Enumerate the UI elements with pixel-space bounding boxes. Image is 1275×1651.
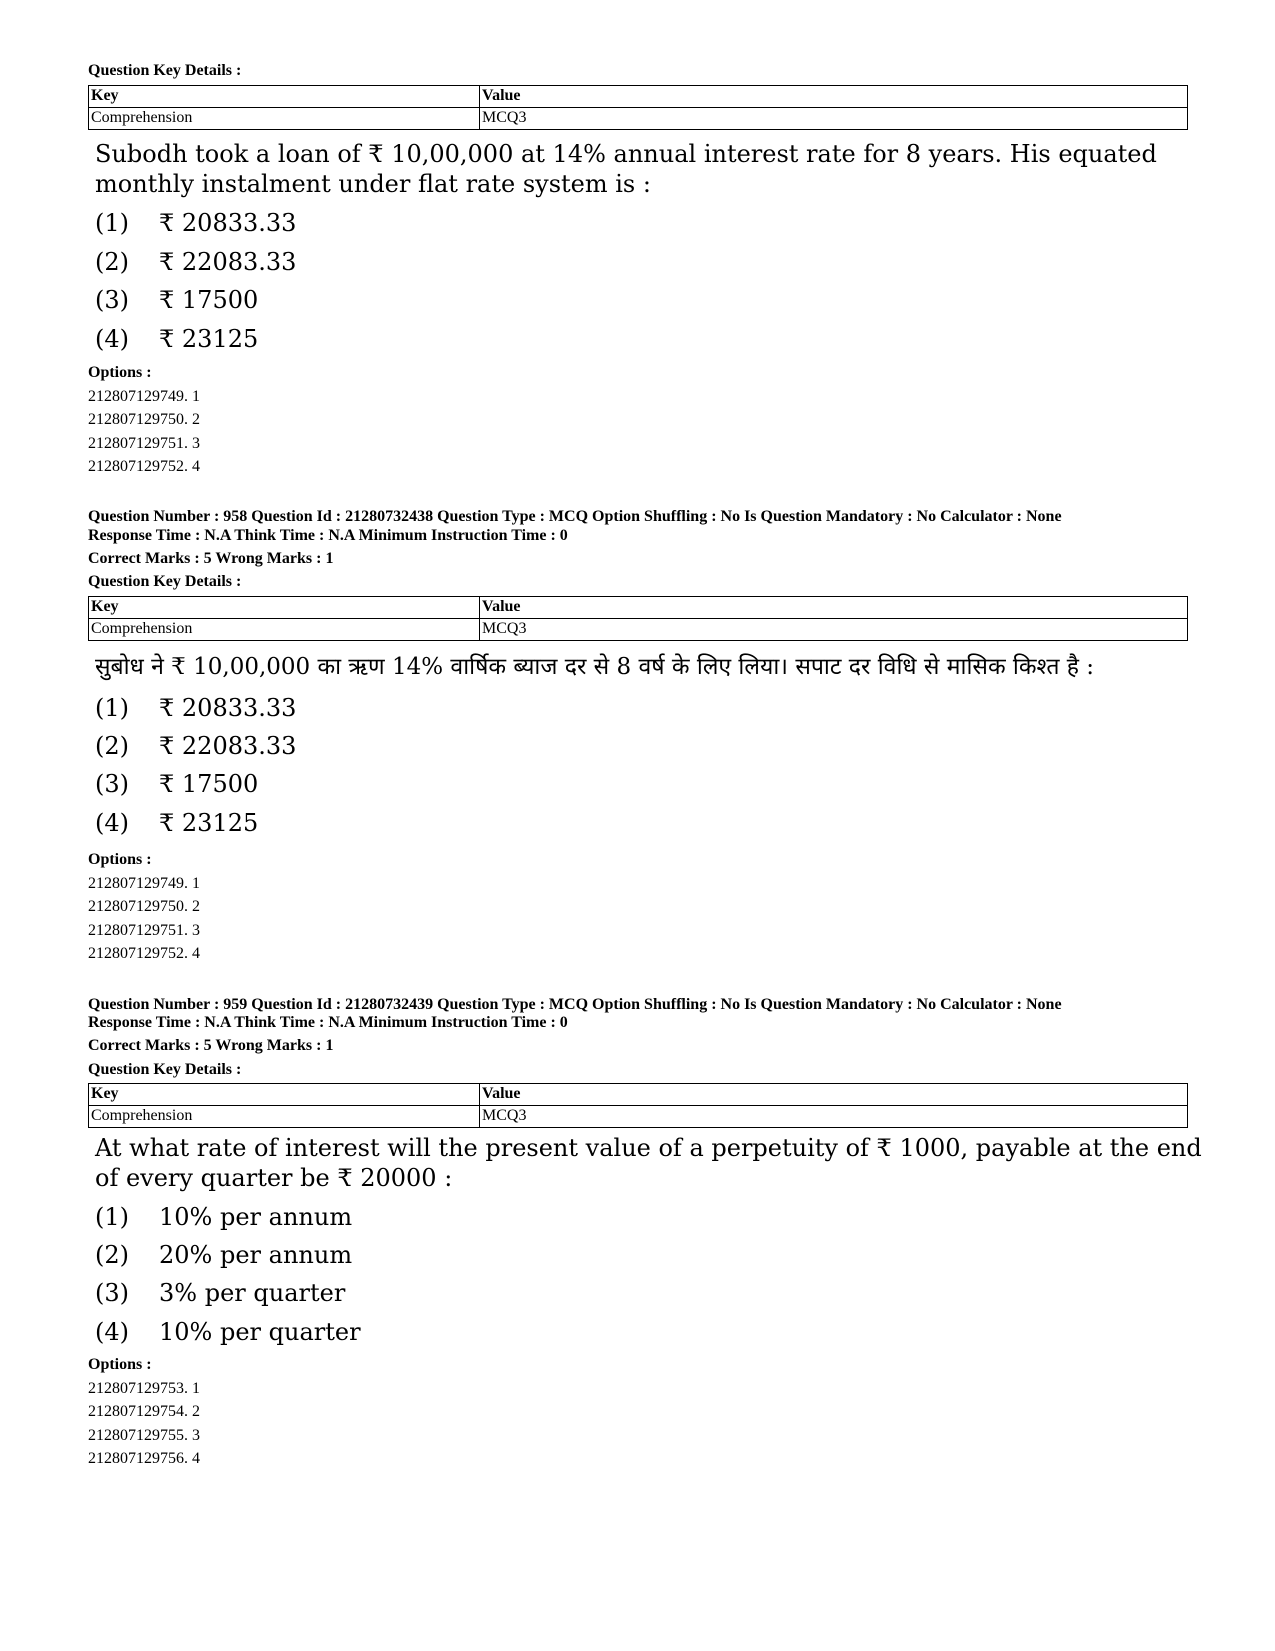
choice-text: ₹ 23125 (159, 325, 259, 353)
value-cell: MCQ3 (480, 619, 1188, 641)
choice-number: (2) (95, 1241, 129, 1269)
choice-number: (4) (95, 1318, 129, 1346)
options-title: Options : (88, 1356, 152, 1373)
value-header: Value (480, 597, 1188, 619)
option-id: 212807129751. 3 (88, 921, 200, 939)
choice-2 (95, 1240, 352, 1270)
key-header: Key (89, 597, 480, 619)
options-list (88, 848, 200, 966)
choice-text: ₹ 20833.33 (159, 694, 297, 722)
choice-text: 3% per quarter (159, 1279, 346, 1307)
choice-2 (95, 731, 296, 761)
choice-number: (1) (95, 1203, 129, 1231)
choice-text: ₹ 22083.33 (159, 732, 297, 760)
choice-4 (95, 1317, 361, 1347)
key-details-title: Question Key Details : (88, 573, 242, 590)
choice-1 (95, 208, 296, 238)
option-id: 212807129750. 2 (88, 411, 200, 428)
value-header: Value (480, 1084, 1188, 1106)
key-details-title: Question Key Details : (88, 62, 242, 79)
key-details-table (88, 85, 1188, 130)
question-text: सुबोध ने ₹ 10,00,000 का ऋण 14% वार्षिक ब्याज दर से 8 वर्ष के लिए लिया। सपाट दर विधि से मासिक किश्त है : (95, 654, 1095, 680)
marks-line: Correct Marks : 5 Wrong Marks : 1 (88, 550, 334, 567)
key-cell: Comprehension (89, 108, 480, 130)
choice-number: (1) (95, 209, 129, 237)
option-id: 212807129749. 1 (88, 387, 200, 405)
option-id: 212807129755. 3 (88, 1426, 200, 1444)
choice-4 (95, 324, 258, 354)
marks-line: Correct Marks : 5 Wrong Marks : 1 (88, 1037, 334, 1054)
choice-text: ₹ 17500 (159, 770, 259, 798)
choice-number: (2) (95, 732, 129, 760)
choice-number: (4) (95, 809, 129, 837)
key-details-title: Question Key Details : (88, 1061, 242, 1078)
option-id: 212807129751. 3 (88, 434, 200, 452)
question-meta-line-2: Response Time : N.A Think Time : N.A Minimum Instruction Time : 0 (88, 1014, 568, 1031)
option-id: 212807129750. 2 (88, 898, 200, 915)
question-text: At what rate of interest will the present value of a perpetuity of ₹ 1000, payable at the end of every quarter be ₹ 20000 : (95, 1134, 1202, 1192)
choice-text: 10% per quarter (159, 1318, 361, 1346)
choice-4 (95, 808, 258, 838)
value-header: Value (480, 86, 1188, 108)
choice-text: ₹ 17500 (159, 286, 259, 314)
question-meta-line-2: Response Time : N.A Think Time : N.A Minimum Instruction Time : 0 (88, 527, 568, 544)
choice-text: 20% per annum (159, 1241, 353, 1269)
key-cell: Comprehension (89, 1106, 480, 1128)
choice-number: (3) (95, 1279, 129, 1307)
options-title: Options : (88, 851, 152, 868)
choice-1 (95, 693, 296, 723)
choice-number: (1) (95, 694, 129, 722)
choice-text: ₹ 20833.33 (159, 209, 297, 237)
choice-3 (95, 285, 258, 315)
key-details-table (88, 1083, 1188, 1128)
question-meta-line-1: Question Number : 958 Question Id : 21280732438 Question Type : MCQ Option Shuffling : No Is Question Mandatory : No Calculator : None (88, 508, 1062, 525)
choice-number: (2) (95, 248, 129, 276)
choice-text: 10% per annum (159, 1203, 353, 1231)
option-id: 212807129756. 4 (88, 1450, 200, 1467)
choice-1 (95, 1202, 352, 1232)
key-header: Key (89, 1084, 480, 1106)
choice-2 (95, 247, 296, 277)
question-text: Subodh took a loan of ₹ 10,00,000 at 14% annual interest rate for 8 years. His equated monthly instalment under flat rate system is : (95, 140, 1157, 198)
option-id: 212807129752. 4 (88, 945, 200, 962)
choice-number: (4) (95, 325, 129, 353)
choice-number: (3) (95, 286, 129, 314)
option-id: 212807129754. 2 (88, 1403, 200, 1420)
choice-3 (95, 769, 258, 799)
choice-3 (95, 1278, 345, 1308)
option-id: 212807129753. 1 (88, 1379, 200, 1397)
choice-text: ₹ 22083.33 (159, 248, 297, 276)
value-cell: MCQ3 (480, 108, 1188, 130)
key-header: Key (89, 86, 480, 108)
key-cell: Comprehension (89, 619, 480, 641)
option-id: 212807129752. 4 (88, 458, 200, 475)
options-title: Options : (88, 364, 152, 381)
options-list (88, 1353, 200, 1471)
key-details-table (88, 596, 1188, 641)
options-list (88, 361, 200, 479)
option-id: 212807129749. 1 (88, 874, 200, 892)
question-meta-line-1: Question Number : 959 Question Id : 21280732439 Question Type : MCQ Option Shuffling : No Is Question Mandatory : No Calculator : None (88, 996, 1062, 1013)
choice-number: (3) (95, 770, 129, 798)
value-cell: MCQ3 (480, 1106, 1188, 1128)
choice-text: ₹ 23125 (159, 809, 259, 837)
